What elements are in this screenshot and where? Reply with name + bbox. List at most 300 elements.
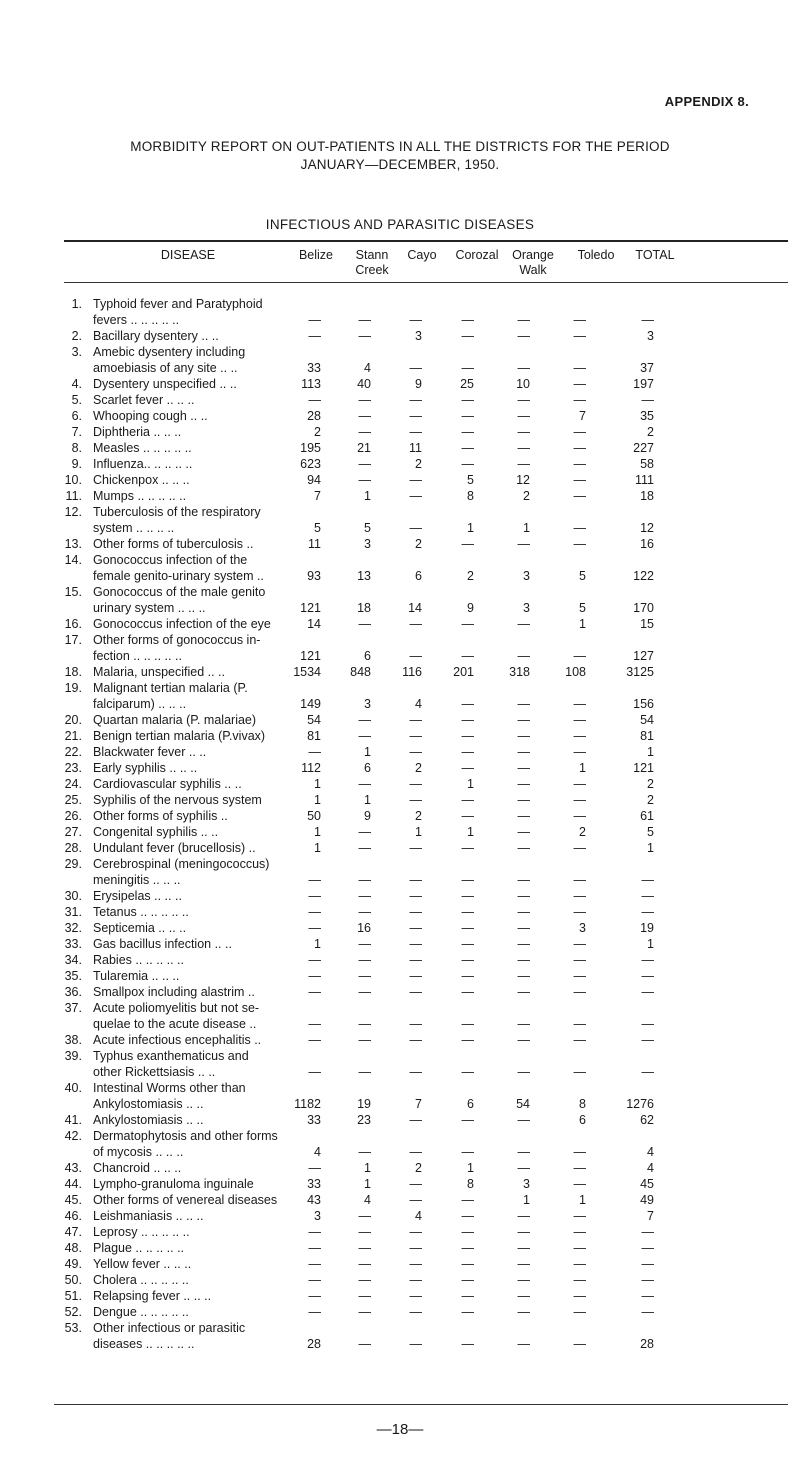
- cell-belize: —: [308, 889, 321, 903]
- disease-name-line: Erysipelas .. .. ..: [93, 889, 182, 903]
- table-row: [0, 504, 800, 536]
- cell-stann-creek: —: [358, 425, 371, 439]
- cell-corozal: —: [461, 1033, 474, 1047]
- cell-toledo: —: [573, 457, 586, 471]
- cell-cayo: —: [409, 1193, 422, 1207]
- table-row: [0, 1320, 800, 1352]
- cell-belize: 1: [314, 825, 321, 839]
- row-number: 2.: [71, 329, 82, 343]
- disease-name-line: Tularemia .. .. ..: [93, 969, 180, 983]
- cell-belize: —: [308, 1273, 321, 1287]
- disease-name-line: Measles .. .. .. .. ..: [93, 441, 192, 455]
- cell-toledo: —: [573, 1161, 586, 1175]
- cell-belize: 195: [300, 441, 321, 455]
- cell-total: —: [641, 1017, 654, 1031]
- row-number: 44.: [64, 1177, 82, 1191]
- cell-toledo: —: [573, 425, 586, 439]
- cell-corozal: —: [461, 1225, 474, 1239]
- table-row: [0, 632, 800, 664]
- header-belize: Belize: [298, 248, 334, 262]
- disease-name-line: fevers .. .. .. .. ..: [93, 313, 180, 327]
- cell-corozal: —: [461, 809, 474, 823]
- row-number: 46.: [64, 1209, 82, 1223]
- cell-corozal: —: [461, 793, 474, 807]
- cell-toledo: —: [573, 1177, 586, 1191]
- cell-orange-walk: —: [517, 537, 530, 551]
- cell-toledo: —: [573, 745, 586, 759]
- cell-toledo: —: [573, 489, 586, 503]
- cell-stann-creek: 4: [364, 361, 371, 375]
- cell-total: —: [641, 1257, 654, 1271]
- cell-orange-walk: —: [517, 1033, 530, 1047]
- cell-cayo: —: [409, 473, 422, 487]
- disease-name-line: Other forms of syphilis ..: [93, 809, 228, 823]
- cell-total: 28: [640, 1337, 654, 1351]
- table-row: [0, 712, 800, 728]
- cell-orange-walk: —: [517, 889, 530, 903]
- cell-total: 49: [640, 1193, 654, 1207]
- table-row: [0, 392, 800, 408]
- row-number: 24.: [64, 777, 82, 791]
- cell-corozal: 9: [467, 601, 474, 615]
- cell-stann-creek: —: [358, 825, 371, 839]
- cell-cayo: —: [409, 841, 422, 855]
- table-row: [0, 1080, 800, 1112]
- cell-belize: 121: [300, 601, 321, 615]
- disease-name-line: Smallpox including alastrim ..: [93, 985, 255, 999]
- cell-corozal: 6: [467, 1097, 474, 1111]
- cell-belize: 1182: [294, 1097, 321, 1111]
- cell-belize: —: [308, 1241, 321, 1255]
- table-row: [0, 1304, 800, 1320]
- cell-total: 45: [640, 1177, 654, 1191]
- row-number: 42.: [64, 1129, 82, 1143]
- cell-total: 1: [647, 745, 654, 759]
- cell-cayo: —: [409, 313, 422, 327]
- cell-toledo: —: [573, 1257, 586, 1271]
- cell-cayo: 2: [415, 809, 422, 823]
- cell-corozal: —: [461, 1305, 474, 1319]
- cell-toledo: 3: [579, 921, 586, 935]
- cell-stann-creek: 18: [357, 601, 371, 615]
- table-row: [0, 728, 800, 744]
- table-row: [0, 776, 800, 792]
- disease-name-line: meningitis .. .. ..: [93, 873, 181, 887]
- cell-cayo: —: [409, 905, 422, 919]
- disease-name-line: falciparum) .. .. ..: [93, 697, 187, 711]
- cell-cayo: —: [409, 521, 422, 535]
- cell-orange-walk: —: [517, 649, 530, 663]
- cell-stann-creek: 1: [364, 1161, 371, 1175]
- disease-name-line: of mycosis .. .. ..: [93, 1145, 184, 1159]
- cell-belize: 33: [307, 1113, 321, 1127]
- table-row: [0, 328, 800, 344]
- row-number: 6.: [71, 409, 82, 423]
- cell-stann-creek: —: [358, 409, 371, 423]
- cell-total: 156: [633, 697, 654, 711]
- cell-corozal: —: [461, 729, 474, 743]
- disease-name-line: Typhus exanthematicus and: [93, 1049, 249, 1063]
- row-number: 36.: [64, 985, 82, 999]
- cell-toledo: —: [573, 1225, 586, 1239]
- cell-corozal: 201: [453, 665, 474, 679]
- cell-corozal: —: [461, 889, 474, 903]
- disease-name-line: Gonococcus of the male genito: [93, 585, 266, 599]
- row-number: 53.: [64, 1321, 82, 1335]
- disease-name-line: Leprosy .. .. .. .. ..: [93, 1225, 190, 1239]
- cell-belize: —: [308, 1305, 321, 1319]
- row-number: 5.: [71, 393, 82, 407]
- cell-toledo: 7: [579, 409, 586, 423]
- cell-belize: —: [308, 1161, 321, 1175]
- disease-name-line: Dysentery unspecified .. ..: [93, 377, 237, 391]
- cell-orange-walk: 12: [516, 473, 530, 487]
- cell-corozal: —: [461, 905, 474, 919]
- cell-cayo: —: [409, 1273, 422, 1287]
- row-number: 4.: [71, 377, 82, 391]
- table-row: [0, 888, 800, 904]
- header-disease: DISEASE: [160, 248, 216, 262]
- cell-toledo: —: [573, 441, 586, 455]
- disease-name-line: amoebiasis of any site .. ..: [93, 361, 238, 375]
- disease-name-line: Other forms of tuberculosis ..: [93, 537, 254, 551]
- cell-total: 3125: [626, 665, 654, 679]
- disease-name-line: Dengue .. .. .. .. ..: [93, 1305, 189, 1319]
- cell-orange-walk: 3: [523, 601, 530, 615]
- cell-total: 170: [633, 601, 654, 615]
- disease-name-line: Scarlet fever .. .. ..: [93, 393, 195, 407]
- row-number: 9.: [71, 457, 82, 471]
- cell-orange-walk: 54: [516, 1097, 530, 1111]
- cell-orange-walk: —: [517, 441, 530, 455]
- cell-toledo: —: [573, 953, 586, 967]
- table-row: [0, 840, 800, 856]
- disease-name-line: Early syphilis .. .. ..: [93, 761, 198, 775]
- cell-stann-creek: 4: [364, 1193, 371, 1207]
- row-number: 14.: [64, 553, 82, 567]
- cell-total: 5: [647, 825, 654, 839]
- row-number: 26.: [64, 809, 82, 823]
- cell-toledo: —: [573, 729, 586, 743]
- cell-orange-walk: —: [517, 1337, 530, 1351]
- cell-total: 3: [647, 329, 654, 343]
- table-row: [0, 344, 800, 376]
- cell-stann-creek: 6: [364, 649, 371, 663]
- cell-stann-creek: —: [358, 1257, 371, 1271]
- cell-stann-creek: —: [358, 457, 371, 471]
- cell-cayo: —: [409, 873, 422, 887]
- cell-toledo: 8: [579, 1097, 586, 1111]
- cell-toledo: —: [573, 393, 586, 407]
- table-row: [0, 856, 800, 888]
- cell-stann-creek: 3: [364, 697, 371, 711]
- row-number: 37.: [64, 1001, 82, 1015]
- cell-belize: 28: [307, 409, 321, 423]
- table-row: [0, 376, 800, 392]
- cell-toledo: —: [573, 793, 586, 807]
- cell-stann-creek: 16: [357, 921, 371, 935]
- cell-cayo: —: [409, 1225, 422, 1239]
- cell-belize: —: [308, 969, 321, 983]
- cell-stann-creek: —: [358, 953, 371, 967]
- disease-name-line: fection .. .. .. .. ..: [93, 649, 182, 663]
- cell-stann-creek: 1: [364, 489, 371, 503]
- cell-cayo: —: [409, 969, 422, 983]
- cell-total: —: [641, 1289, 654, 1303]
- cell-belize: 54: [307, 713, 321, 727]
- cell-corozal: —: [461, 1289, 474, 1303]
- disease-name-line: Other forms of gonococcus in-: [93, 633, 261, 647]
- cell-cayo: —: [409, 889, 422, 903]
- cell-orange-walk: —: [517, 313, 530, 327]
- cell-cayo: —: [409, 425, 422, 439]
- cell-cayo: 1: [415, 825, 422, 839]
- header-cayo: Cayo: [407, 248, 437, 262]
- table-row: [0, 536, 800, 552]
- row-number: 29.: [64, 857, 82, 871]
- cell-toledo: 5: [579, 601, 586, 615]
- cell-cayo: —: [409, 1177, 422, 1191]
- disease-name-line: Congenital syphilis .. ..: [93, 825, 219, 839]
- cell-corozal: —: [461, 441, 474, 455]
- cell-toledo: —: [573, 809, 586, 823]
- cell-toledo: —: [573, 329, 586, 343]
- cell-belize: 149: [300, 697, 321, 711]
- cell-orange-walk: —: [517, 793, 530, 807]
- table-row: [0, 440, 800, 456]
- cell-corozal: 25: [460, 377, 474, 391]
- cell-belize: —: [308, 313, 321, 327]
- cell-total: 227: [633, 441, 654, 455]
- cell-total: —: [641, 873, 654, 887]
- cell-total: 62: [640, 1113, 654, 1127]
- disease-name-line: Other infectious or parasitic: [93, 1321, 246, 1335]
- cell-orange-walk: —: [517, 361, 530, 375]
- cell-belize: —: [308, 1257, 321, 1271]
- cell-cayo: —: [409, 793, 422, 807]
- cell-belize: 7: [314, 489, 321, 503]
- cell-belize: —: [308, 745, 321, 759]
- cell-orange-walk: —: [517, 329, 530, 343]
- table-row: [0, 584, 800, 616]
- row-number: 13.: [64, 537, 82, 551]
- disease-name-line: Yellow fever .. .. ..: [93, 1257, 192, 1271]
- row-number: 52.: [64, 1305, 82, 1319]
- cell-total: 61: [640, 809, 654, 823]
- cell-total: 37: [640, 361, 654, 375]
- cell-stann-creek: —: [358, 937, 371, 951]
- row-number: 31.: [64, 905, 82, 919]
- cell-total: —: [641, 1065, 654, 1079]
- cell-total: —: [641, 985, 654, 999]
- disease-name-line: Rabies .. .. .. .. ..: [93, 953, 185, 967]
- cell-belize: 93: [307, 569, 321, 583]
- cell-toledo: 1: [579, 761, 586, 775]
- row-number: 23.: [64, 761, 82, 775]
- cell-cayo: —: [409, 937, 422, 951]
- cell-stann-creek: 9: [364, 809, 371, 823]
- disease-name-line: Acute poliomyelitis but not se-: [93, 1001, 260, 1015]
- disease-name-line: Malaria, unspecified .. ..: [93, 665, 226, 679]
- disease-name-line: Relapsing fever .. .. ..: [93, 1289, 212, 1303]
- cell-orange-walk: —: [517, 697, 530, 711]
- cell-total: 1: [647, 937, 654, 951]
- table-row: [0, 1224, 800, 1240]
- cell-stann-creek: —: [358, 473, 371, 487]
- disease-name-line: Bacillary dysentery .. ..: [93, 329, 219, 343]
- cell-orange-walk: —: [517, 809, 530, 823]
- cell-belize: 1: [314, 937, 321, 951]
- cell-stann-creek: —: [358, 1145, 371, 1159]
- cell-toledo: —: [573, 1289, 586, 1303]
- disease-name-line: Plague .. .. .. .. ..: [93, 1241, 185, 1255]
- disease-name-line: Tetanus .. .. .. .. ..: [93, 905, 189, 919]
- cell-orange-walk: —: [517, 953, 530, 967]
- table-row: [0, 984, 800, 1000]
- cell-orange-walk: —: [517, 1257, 530, 1271]
- cell-total: —: [641, 889, 654, 903]
- cell-orange-walk: —: [517, 1113, 530, 1127]
- cell-corozal: —: [461, 937, 474, 951]
- cell-corozal: —: [461, 1257, 474, 1271]
- cell-toledo: —: [573, 313, 586, 327]
- cell-cayo: —: [409, 1017, 422, 1031]
- cell-cayo: —: [409, 649, 422, 663]
- row-number: 27.: [64, 825, 82, 839]
- cell-orange-walk: 318: [509, 665, 530, 679]
- table-row: [0, 1240, 800, 1256]
- cell-cayo: —: [409, 361, 422, 375]
- cell-stann-creek: —: [358, 1289, 371, 1303]
- disease-name-line: Gonococcus infection of the: [93, 553, 248, 567]
- cell-total: 121: [633, 761, 654, 775]
- cell-total: 2: [647, 425, 654, 439]
- cell-total: 2: [647, 777, 654, 791]
- cell-total: 122: [633, 569, 654, 583]
- cell-toledo: 1: [579, 1193, 586, 1207]
- cell-total: 1276: [626, 1097, 654, 1111]
- row-number: 25.: [64, 793, 82, 807]
- cell-stann-creek: —: [358, 1225, 371, 1239]
- row-number: 19.: [64, 681, 82, 695]
- cell-stann-creek: —: [358, 1241, 371, 1255]
- cell-cayo: —: [409, 1241, 422, 1255]
- cell-total: 35: [640, 409, 654, 423]
- disease-name-line: Mumps .. .. .. .. ..: [93, 489, 187, 503]
- cell-orange-walk: 1: [523, 521, 530, 535]
- cell-cayo: 3: [415, 329, 422, 343]
- cell-corozal: —: [461, 537, 474, 551]
- cell-orange-walk: —: [517, 969, 530, 983]
- cell-total: 4: [647, 1145, 654, 1159]
- cell-corozal: —: [461, 697, 474, 711]
- cell-corozal: 1: [467, 521, 474, 535]
- cell-orange-walk: —: [517, 425, 530, 439]
- cell-corozal: —: [461, 873, 474, 887]
- table-row: [0, 936, 800, 952]
- row-number: 18.: [64, 665, 82, 679]
- table-row: [0, 472, 800, 488]
- cell-cayo: —: [409, 489, 422, 503]
- cell-toledo: 108: [565, 665, 586, 679]
- cell-cayo: 7: [415, 1097, 422, 1111]
- cell-toledo: —: [573, 377, 586, 391]
- cell-orange-walk: —: [517, 985, 530, 999]
- cell-cayo: —: [409, 745, 422, 759]
- row-number: 32.: [64, 921, 82, 935]
- cell-toledo: —: [573, 649, 586, 663]
- cell-cayo: 11: [409, 441, 422, 455]
- disease-name-line: Lympho-granuloma inguinale: [93, 1177, 254, 1191]
- cell-stann-creek: 5: [364, 521, 371, 535]
- disease-name-line: Amebic dysentery including: [93, 345, 246, 359]
- table-row: [0, 968, 800, 984]
- cell-stann-creek: —: [358, 1065, 371, 1079]
- cell-stann-creek: 6: [364, 761, 371, 775]
- row-number: 51.: [64, 1289, 82, 1303]
- cell-orange-walk: —: [517, 745, 530, 759]
- cell-corozal: —: [461, 457, 474, 471]
- cell-stann-creek: 1: [364, 745, 371, 759]
- cell-total: 58: [640, 457, 654, 471]
- table-row: [0, 760, 800, 776]
- cell-total: 54: [640, 713, 654, 727]
- disease-name-line: Leishmaniasis .. .. ..: [93, 1209, 204, 1223]
- cell-cayo: —: [409, 1145, 422, 1159]
- disease-name-line: Cerebrospinal (meningococcus): [93, 857, 270, 871]
- table-row: [0, 616, 800, 632]
- row-number: 11.: [65, 489, 82, 503]
- table-row: [0, 1000, 800, 1032]
- table-row: [0, 408, 800, 424]
- cell-stann-creek: —: [358, 841, 371, 855]
- cell-belize: —: [308, 1033, 321, 1047]
- cell-belize: 3: [314, 1209, 321, 1223]
- cell-cayo: 2: [415, 1161, 422, 1175]
- cell-orange-walk: —: [517, 937, 530, 951]
- cell-total: —: [641, 905, 654, 919]
- table-row: [0, 1176, 800, 1192]
- cell-orange-walk: —: [517, 873, 530, 887]
- row-number: 50.: [64, 1273, 82, 1287]
- cell-orange-walk: —: [517, 457, 530, 471]
- cell-corozal: —: [461, 393, 474, 407]
- cell-cayo: —: [409, 777, 422, 791]
- cell-total: 197: [633, 377, 654, 391]
- disease-name-line: Dermatophytosis and other forms: [93, 1129, 278, 1143]
- disease-name-line: system .. .. .. ..: [93, 521, 175, 535]
- cell-stann-creek: —: [358, 329, 371, 343]
- cell-belize: —: [308, 329, 321, 343]
- cell-toledo: —: [573, 1241, 586, 1255]
- disease-name-line: Syphilis of the nervous system: [93, 793, 262, 807]
- cell-belize: 81: [307, 729, 321, 743]
- cell-stann-creek: —: [358, 889, 371, 903]
- cell-corozal: —: [461, 425, 474, 439]
- cell-orange-walk: —: [517, 1241, 530, 1255]
- cell-belize: 113: [301, 377, 321, 391]
- table-top-rule: [64, 240, 788, 242]
- cell-stann-creek: 40: [357, 377, 371, 391]
- cell-stann-creek: —: [358, 313, 371, 327]
- cell-total: 4: [647, 1161, 654, 1175]
- row-number: 47.: [64, 1225, 82, 1239]
- cell-orange-walk: —: [517, 1225, 530, 1239]
- table-row: [0, 920, 800, 936]
- disease-name-line: Ankylostomiasis .. ..: [93, 1113, 204, 1127]
- row-number: 45.: [64, 1193, 82, 1207]
- cell-corozal: 8: [467, 1177, 474, 1191]
